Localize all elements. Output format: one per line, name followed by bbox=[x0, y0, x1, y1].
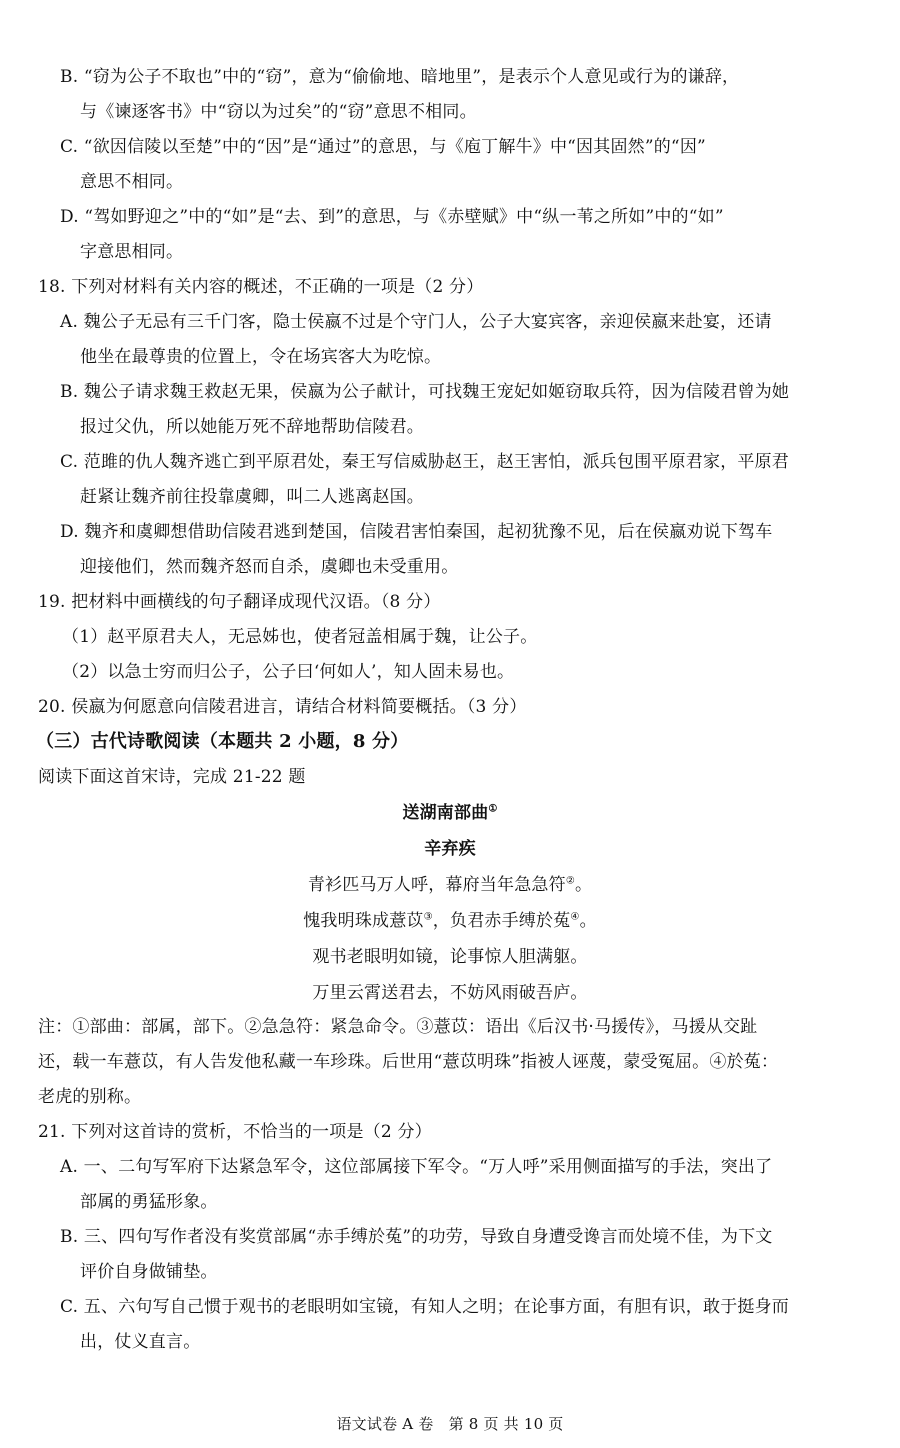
q18-option-b-line2: 报过父仇，所以她能万死不辞地帮助信陵君。 bbox=[80, 417, 424, 437]
notes-line-3: 老虎的别称。 bbox=[38, 1087, 142, 1107]
q17-option-b-line2: 与《谏逐客书》中“窃以为过矣”的“窃”意思不相同。 bbox=[80, 102, 477, 122]
q17-option-d-line2: 字意思相同。 bbox=[80, 242, 184, 262]
poem-footnote-mark: ④ bbox=[570, 911, 580, 923]
page-footer: 语文试卷 A 卷 第 8 页 共 10 页 bbox=[336, 1415, 564, 1433]
notes-line-2: 还，载一车薏苡，有人告发他私藏一车珍珠。后世用“薏苡明珠”指被人诬蔑，蒙受冤屈。④於菟： bbox=[38, 1052, 779, 1072]
q21-option-c-line1: C. 五、六句写自己惯于观书的老眼明如宝镜，有知人之明；在论事方面，有胆有识，敢于挺身而 bbox=[60, 1297, 790, 1317]
q18-option-d-line1: D. 魏齐和虞卿想借助信陵君逃到楚国，信陵君害怕秦国，起初犹豫不见，后在侯嬴劝说下驾车 bbox=[60, 522, 773, 542]
q21-option-b-line1: B. 三、四句写作者没有奖赏部属“赤手缚於菟”的功劳，导致自身遭受谗言而处境不佳，为下文 bbox=[60, 1227, 773, 1247]
poem-footnote-mark: ② bbox=[565, 875, 575, 887]
poem-author: 辛弃疾 bbox=[424, 839, 476, 859]
poem-line-4: 万里云霄送君去，不妨风雨破吾庐。 bbox=[312, 983, 588, 1003]
q18-option-c-line1: C. 范雎的仇人魏齐逃亡到平原君处，秦王写信威胁赵王，赵王害怕，派兵包围平原君家，平原君 bbox=[60, 452, 790, 472]
q18-option-d-line2: 迎接他们，然而魏齐怒而自杀，虞卿也未受重用。 bbox=[80, 557, 459, 577]
q17-option-c-line1: C. “欲因信陵以至楚”中的“因”是“通过”的意思，与《庖丁解牛》中“因其固然”的“因” bbox=[60, 137, 706, 157]
section-intro: 阅读下面这首宋诗，完成 21-22 题 bbox=[38, 767, 306, 787]
q18-option-a-line2: 他坐在最尊贵的位置上，令在场宾客大为吃惊。 bbox=[80, 347, 442, 367]
q17-option-d-line1: D. “驾如野迎之”中的“如”是“去、到”的意思，与《赤壁赋》中“纵一苇之所如”中的“如” bbox=[60, 207, 724, 227]
q21-option-b-line2: 评价自身做铺垫。 bbox=[80, 1262, 218, 1282]
q21-option-a-line2: 部属的勇猛形象。 bbox=[80, 1192, 218, 1212]
poem-line-3: 观书老眼明如镜，论事惊人胆满躯。 bbox=[312, 947, 588, 967]
q17-option-b-line1: B. “窃为公子不取也”中的“窃”，意为“偷偷地、暗地里”，是表示个人意见或行为的谦辞， bbox=[60, 67, 740, 87]
q21-stem: 21. 下列对这首诗的赏析，不恰当的一项是（2 分） bbox=[38, 1122, 432, 1142]
poem-line-1: 青衫匹马万人呼，幕府当年急急符②。 bbox=[307, 875, 593, 895]
q17-option-c-line2: 意思不相同。 bbox=[80, 172, 184, 192]
poem-title-footnote-mark: ① bbox=[488, 803, 498, 815]
section-heading: （三）古代诗歌阅读（本题共 2 小题，8 分） bbox=[36, 731, 409, 752]
q20-stem: 20. 侯嬴为何愿意向信陵君进言，请结合材料简要概括。（3 分） bbox=[38, 697, 527, 717]
poem-line-2: 愧我明珠成薏苡③，负君赤手缚於菟④。 bbox=[303, 911, 597, 931]
q18-option-a-line1: A. 魏公子无忌有三千门客，隐士侯嬴不过是个守门人，公子大宴宾客，亲迎侯嬴来赴宴，还请 bbox=[60, 312, 772, 332]
poem-footnote-mark: ③ bbox=[423, 911, 433, 923]
q19-sentence-2: （2）以急士穷而归公子，公子曰‘何如人’，知人固未易也。 bbox=[62, 662, 515, 682]
poem-title: 送湖南部曲① bbox=[402, 803, 498, 823]
q18-option-c-line2: 赶紧让魏齐前往投靠虞卿，叫二人逃离赵国。 bbox=[80, 487, 424, 507]
q18-option-b-line1: B. 魏公子请求魏王救赵无果，侯嬴为公子献计，可找魏王宠妃如姬窃取兵符，因为信陵君曾为她 bbox=[60, 382, 790, 402]
q21-option-c-line2: 出，仗义直言。 bbox=[80, 1332, 201, 1352]
q19-stem: 19. 把材料中画横线的句子翻译成现代汉语。（8 分） bbox=[38, 592, 441, 612]
q21-option-a-line1: A. 一、二句写军府下达紧急军令，这位部属接下军令。“万人呼”采用侧面描写的手法，突出了 bbox=[60, 1157, 773, 1177]
notes-line-1: 注：①部曲：部属，部下。②急急符：紧急命令。③薏苡：语出《后汉书·马援传》，马援从交趾 bbox=[38, 1017, 758, 1037]
q18-stem: 18. 下列对材料有关内容的概述，不正确的一项是（2 分） bbox=[38, 277, 484, 297]
q19-sentence-1: （1）赵平原君夫人，无忌姊也，使者冠盖相属于魏，让公子。 bbox=[62, 627, 538, 647]
